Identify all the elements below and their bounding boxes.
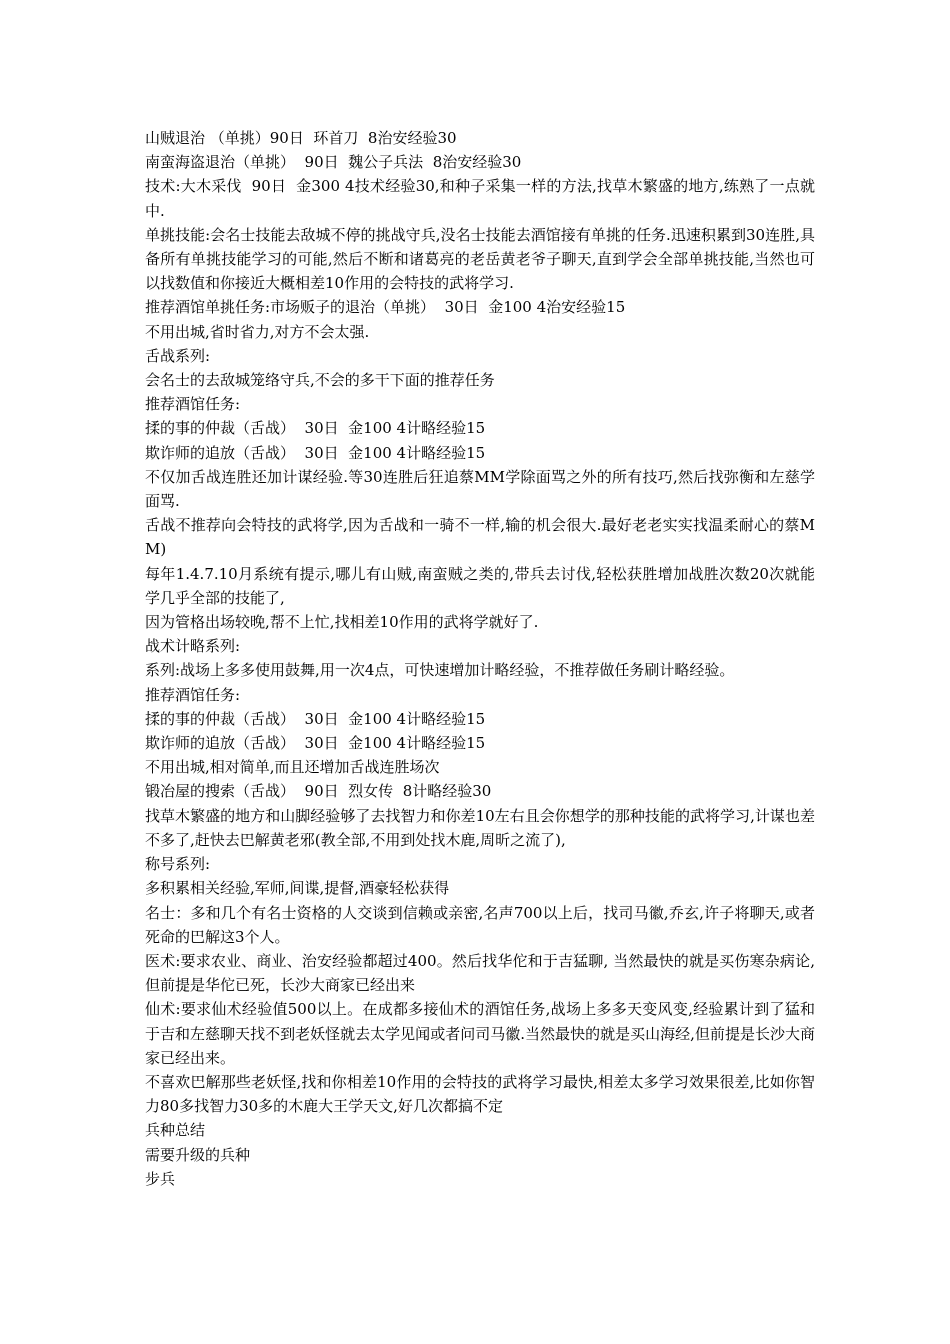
- section-heading: 战术计略系列:: [145, 637, 241, 656]
- paragraph: 揉的事的仲裁（舌战） 30日 金100 4计略经验15: [145, 709, 486, 728]
- paragraph: 步兵: [145, 1169, 176, 1188]
- paragraph: 会名士的去敌城笼络守兵,不会的多干下面的推荐任务: [145, 371, 495, 390]
- paragraph: 不用出城,省时省力,对方不会太强.: [145, 322, 370, 341]
- paragraph: 医术:要求农业、商业、治安经验都超过400。然后找华佗和于吉猛聊, 当然最快的就是买伤寒杂病论,但前提是华佗已死，长沙大商家已经出来: [145, 951, 815, 995]
- paragraph: 推荐酒馆单挑任务:市场贩子的退治（单挑） 30日 金100 4治安经验15: [145, 298, 626, 317]
- section-heading: 称号系列:: [145, 855, 211, 874]
- paragraph: 不仅加舌战连胜还加计谋经验.等30连胜后狂追蔡MM学除面骂之外的所有技巧,然后找弥衡和左慈学面骂.: [145, 467, 815, 511]
- paragraph: 揉的事的仲裁（舌战） 30日 金100 4计略经验15: [145, 419, 486, 438]
- paragraph: 技术:大木采伐 90日 金300 4技术经验30,和种子采集一样的方法,找草木繁盛的地方,练熟了一点就中.: [145, 177, 815, 220]
- paragraph: 山贼退治 （单挑）90日 环首刀 8治安经验30: [145, 129, 457, 147]
- paragraph: 不用出城,相对简单,而且还增加舌战连胜场次: [145, 758, 440, 777]
- paragraph: 每年1.4.7.10月系统有提示,哪儿有山贼,南蛮贼之类的,带兵去讨伐,轻松获胜增加战胜次数20次就能学几乎全部的技能了,: [145, 564, 815, 607]
- section-heading: 舌战系列:: [145, 346, 211, 365]
- paragraph: 锻冶屋的搜索（舌战） 90日 烈女传 8计略经验30: [145, 782, 492, 801]
- paragraph: 需要升级的兵种: [145, 1145, 251, 1164]
- paragraph: 南蛮海盗退治（单挑） 90日 魏公子兵法 8治安经验30: [145, 153, 522, 172]
- paragraph: 推荐酒馆任务:: [145, 685, 241, 704]
- paragraph: 名士：多和几个有名士资格的人交谈到信赖或亲密,名声700以上后，找司马徽,乔玄,许子将聊天,或者死命的巴解这3个人。: [145, 903, 815, 946]
- paragraph: 系列:战场上多多使用鼓舞,用一次4点，可快速增加计略经验，不推荐做任务刷计略经验。: [145, 661, 735, 680]
- paragraph: 找草木繁盛的地方和山脚经验够了去找智力和你差10左右且会你想学的那种技能的武将学习,计谋也差不多了,赶快去巴解黄老邪(教全部,不用到处找木鹿,周昕之流了),: [145, 806, 815, 849]
- paragraph: 仙术:要求仙术经验值500以上。在成都多接仙术的酒馆任务,战场上多多天变风变,经验累计到了猛和于吉和左慈聊天找不到老妖怪就去太学见闻或者问司马徽.当然最快的就是买山海经,但前提是长沙大商家已经出来。: [145, 1000, 815, 1067]
- paragraph: 多积累相关经验,军师,间谍,提督,酒豪轻松获得: [145, 879, 450, 898]
- paragraph: 舌战不推荐向会特技的武将学,因为舌战和一骑不一样,输的机会很大.最好老老实实找温柔耐心的蔡MM): [145, 516, 815, 559]
- paragraph: 不喜欢巴解那些老妖怪,找和你相差10作用的会特技的武将学习最快,相差太多学习效果很差,比如你智力80多找智力30多的木鹿大王学天文,好几次都搞不定: [145, 1072, 815, 1116]
- paragraph: 欺诈师的追放（舌战） 30日 金100 4计略经验15: [145, 734, 486, 753]
- section-heading: 兵种总结: [145, 1121, 206, 1140]
- document-page: [145, 126, 815, 1191]
- paragraph: 因为管格出场较晚,帮不上忙,找相差10作用的武将学就好了.: [145, 613, 539, 632]
- paragraph: 推荐酒馆任务:: [145, 395, 241, 414]
- paragraph: 欺诈师的追放（舌战） 30日 金100 4计略经验15: [145, 443, 486, 462]
- paragraph: 单挑技能:会名士技能去敌城不停的挑战守兵,没名士技能去酒馆接有单挑的任务.迅速积累到30连胜,具备所有单挑技能学习的可能,然后不断和诸葛亮的老岳黄老爷子聊天,直到学会全部单挑技能,当然也可以找数值和你接近大概相差10作用的会特技的武将学习.: [145, 225, 815, 293]
